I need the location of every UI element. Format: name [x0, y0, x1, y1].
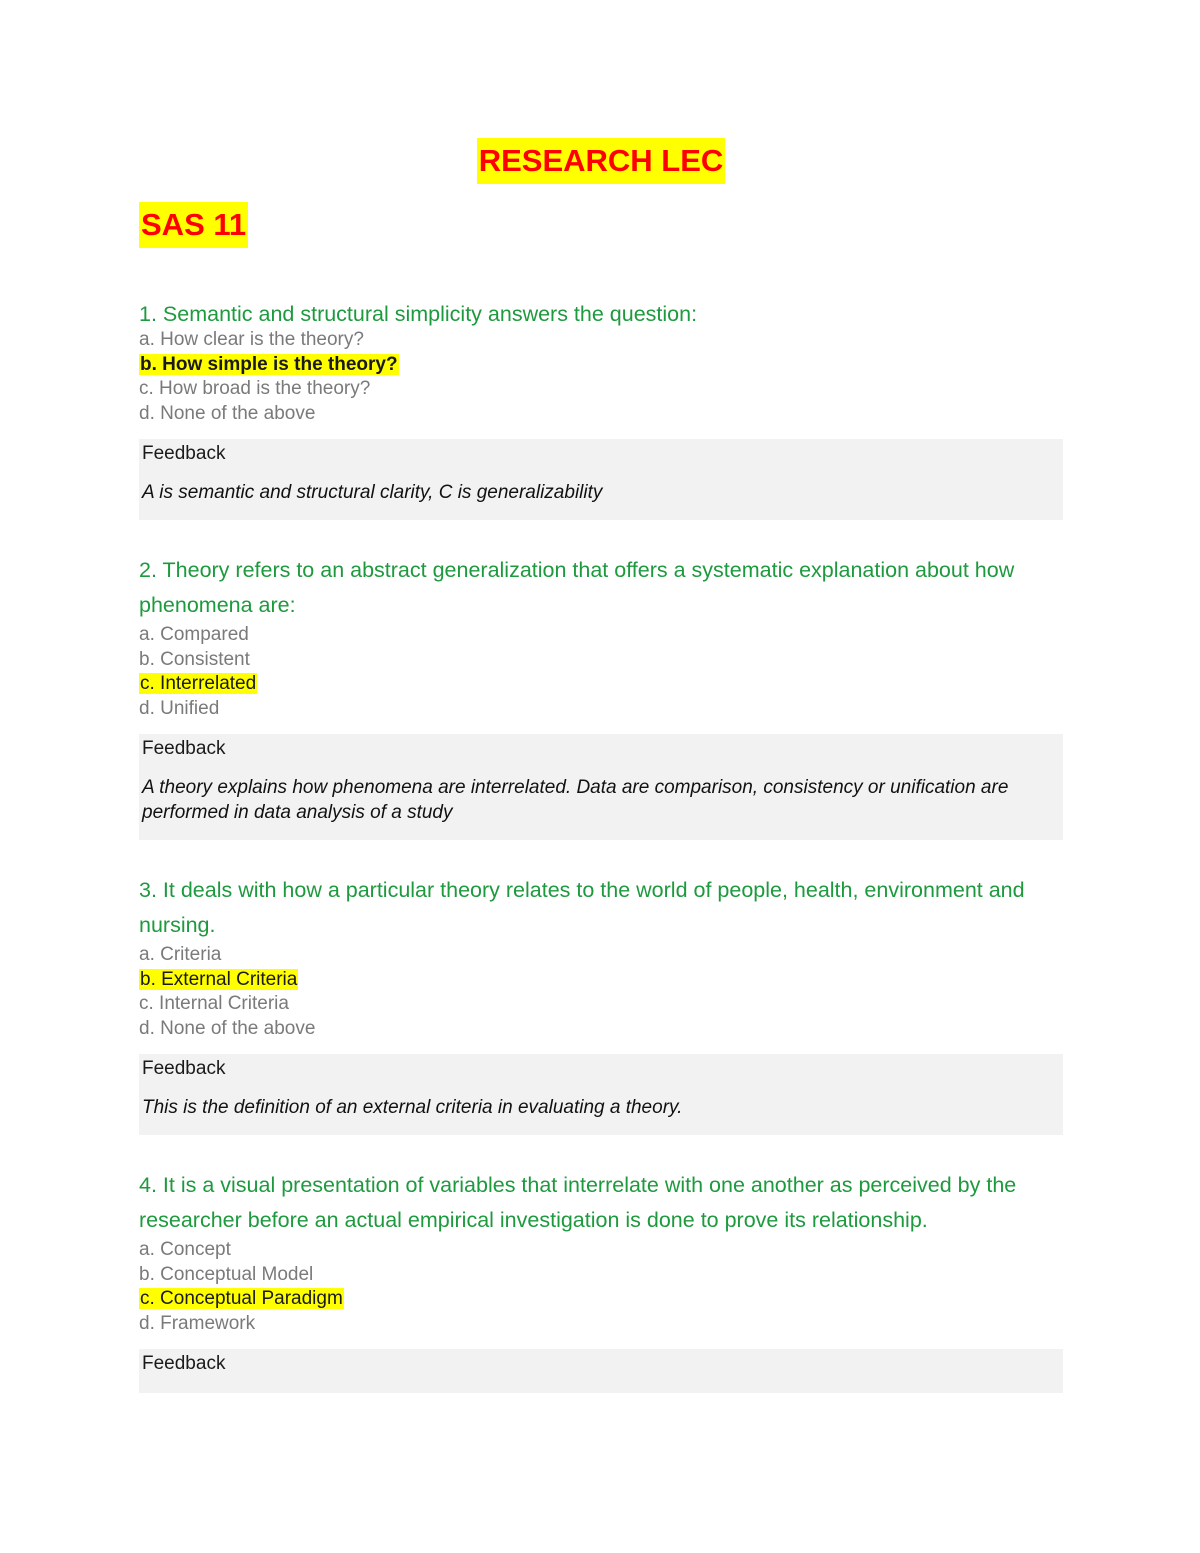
question-stem: 1. Semantic and structural simplicity answers the question:	[139, 302, 698, 326]
question-stem: 3. It deals with how a particular theory relates to the world of people, health, environment and nursing.	[139, 878, 1025, 937]
feedback-label: Feedback	[142, 738, 226, 759]
feedback-label: Feedback	[142, 1353, 226, 1374]
option-a: a. Criteria	[139, 944, 222, 965]
question-stem: 4. It is a visual presentation of variables that interrelate with one another as perceived by the researcher before an actual empirical investigation is done to prove its relationship.	[139, 1173, 1017, 1232]
document-subtitle: SAS 11	[139, 202, 248, 248]
title-row	[139, 138, 1063, 188]
document-title: RESEARCH LEC	[477, 138, 726, 184]
option-d: d. Framework	[139, 1312, 256, 1334]
feedback-text: This is the definition of an external criteria in evaluating a theory.	[142, 1097, 683, 1118]
question-1	[139, 300, 1063, 520]
question-3	[139, 873, 1063, 1135]
option-c-correct: c. Interrelated	[140, 673, 257, 694]
question-2	[139, 553, 1063, 840]
feedback-box	[139, 1054, 1063, 1135]
option-d: d. None of the above	[139, 1017, 316, 1039]
feedback-box	[139, 439, 1063, 520]
option-c: c. Internal Criteria	[139, 993, 289, 1014]
feedback-text: A is semantic and structural clarity, C is generalizability	[142, 482, 603, 503]
option-list	[139, 943, 1063, 1041]
option-d: d. None of the above	[139, 402, 316, 424]
feedback-text	[142, 1377, 1060, 1393]
feedback-label: Feedback	[142, 1058, 226, 1079]
option-a: a. How clear is the theory?	[139, 329, 364, 350]
option-list	[139, 328, 1063, 426]
option-c: c. How broad is the theory?	[139, 378, 371, 399]
option-b: b. Consistent	[139, 648, 250, 670]
option-list	[139, 623, 1063, 721]
feedback-box	[139, 734, 1063, 840]
feedback-box	[139, 1349, 1063, 1393]
feedback-label: Feedback	[142, 443, 226, 464]
document-page	[139, 138, 1063, 1393]
option-b-correct: b. External Criteria	[140, 968, 298, 990]
option-d: d. Unified	[139, 697, 220, 719]
question-stem: 2. Theory refers to an abstract generalization that offers a systematic explanation about how phenomena are:	[139, 558, 1015, 617]
option-list	[139, 1238, 1063, 1336]
option-b: b. Conceptual Model	[139, 1263, 314, 1285]
option-a: a. Concept	[139, 1239, 231, 1260]
feedback-text: A theory explains how phenomena are interrelated. Data are comparison, consistency or unification are performed in data analysis of a study	[142, 777, 1009, 823]
option-a: a. Compared	[139, 624, 249, 645]
option-b-correct: b. How simple is the theory?	[140, 353, 398, 375]
subtitle-row	[139, 202, 1063, 254]
question-4	[139, 1168, 1063, 1393]
option-c-correct: c. Conceptual Paradigm	[140, 1288, 343, 1309]
